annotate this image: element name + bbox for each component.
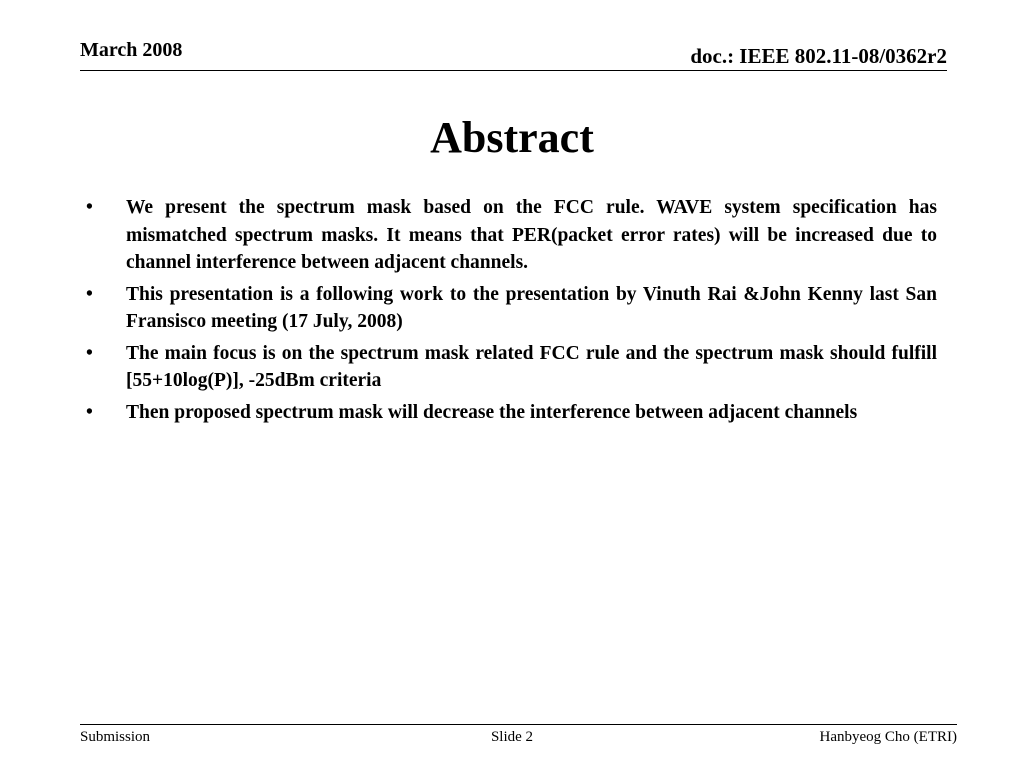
bullet-item (80, 399, 937, 427)
header-doc-id: doc.: IEEE 802.11-08/0362r2 (690, 44, 947, 68)
bullet-icon: • (86, 342, 93, 364)
bullet-icon: • (86, 283, 93, 305)
bullet-text: Then proposed spectrum mask will decrease the interference between adjacent channels (126, 401, 858, 423)
bullet-text: The main focus is on the spectrum mask related FCC rule and the spectrum mask should fulfill [55+10log(P)], -25dBm criteria (126, 342, 937, 391)
bullet-item (80, 194, 937, 277)
slide-title: Abstract (430, 113, 594, 162)
bullet-text: We present the spectrum mask based on the FCC rule. WAVE system specification has mismatched spectrum masks. It means that PER(packet error rates) will be increased due to channel interference between adjacent channels. (126, 197, 937, 273)
bullet-list (80, 194, 937, 430)
bullet-icon: • (86, 401, 93, 423)
bullet-item (80, 340, 937, 395)
bullet-text: This presentation is a following work to the presentation by Vinuth Rai &John Kenny last San Fransisco meeting (17 July, 2008) (126, 283, 937, 332)
header-date: March 2008 (80, 39, 183, 61)
bullet-icon: • (86, 197, 93, 218)
bullet-item (80, 281, 937, 336)
footer-author: Hanbyeog Cho (ETRI) (819, 729, 957, 745)
footer-submission: Submission (80, 729, 151, 745)
footer-divider (80, 724, 957, 725)
footer-slide-number: Slide 2 (490, 729, 534, 745)
header-divider (80, 70, 947, 71)
